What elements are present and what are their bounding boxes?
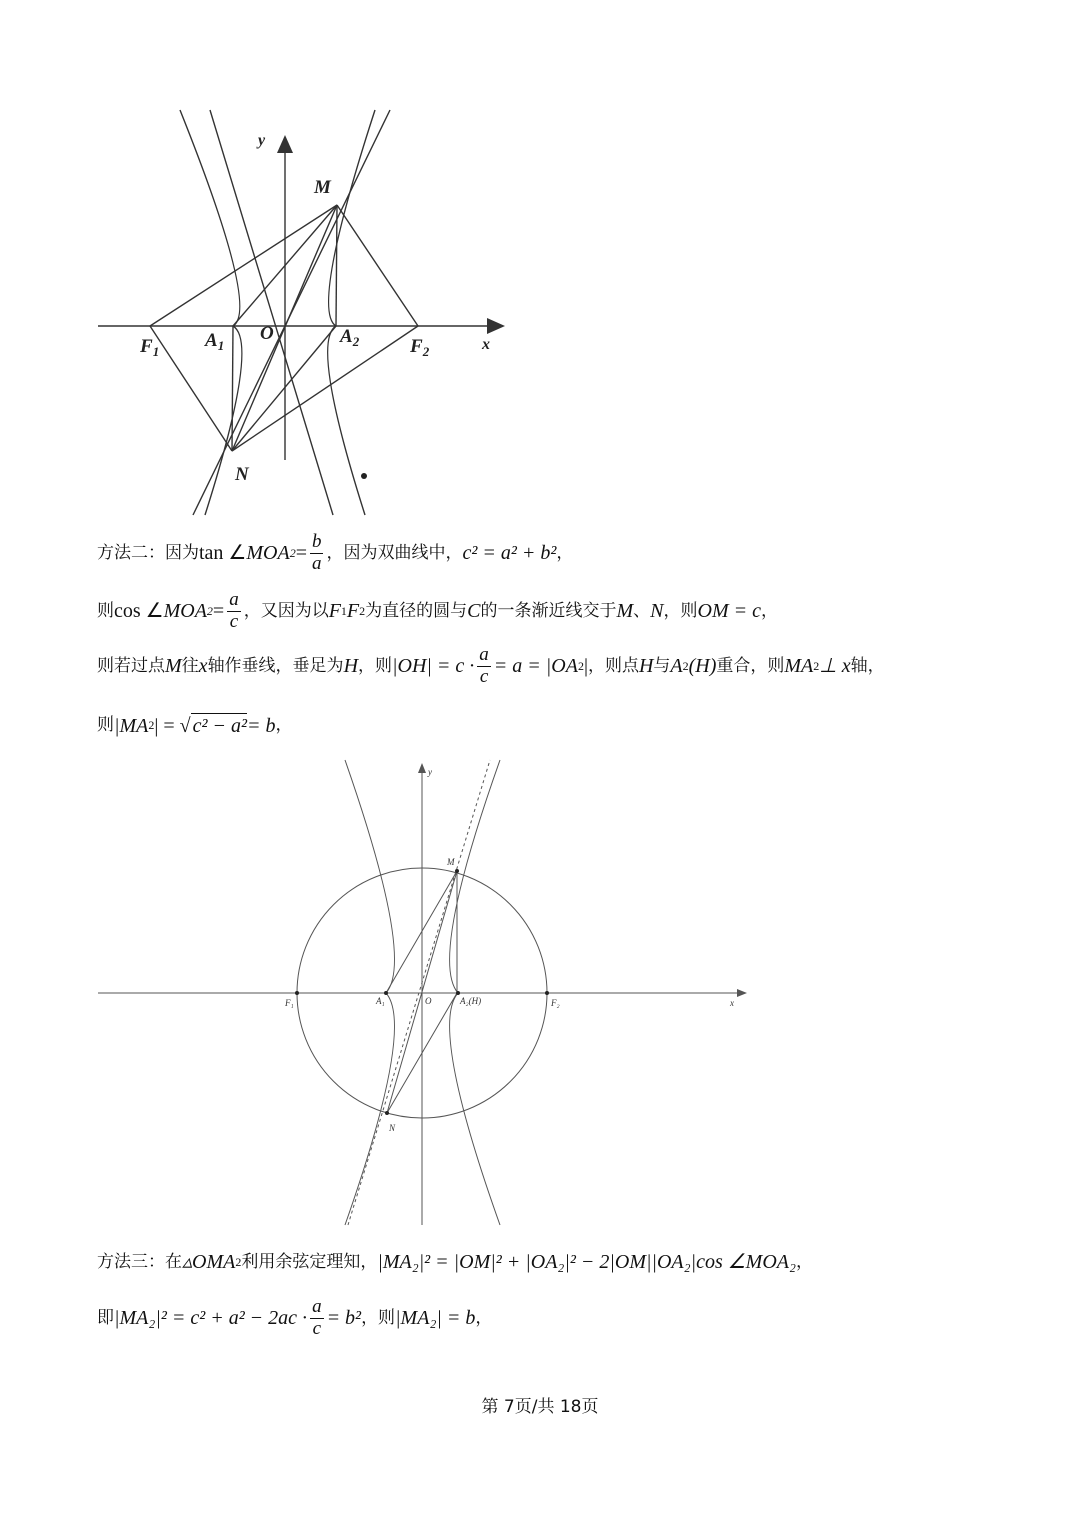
label-F2: F₂ — [551, 998, 560, 1008]
label-x: x — [730, 998, 734, 1008]
hyperbola-left-branch — [180, 110, 242, 515]
figure-hyperbola-circle — [95, 755, 755, 1230]
fraction-a-over-c: $\frac{a}{c}$ — [229, 589, 239, 632]
fraction-b-over-a: $\frac{b}{a}$ — [311, 531, 322, 574]
method2-line3: 则若过点 M 往 x 轴作垂线，垂足为 H ，则 |OH| = c · $\frac{a}{c}$ = a = |OA 2 | ，则点 H 与 A 2 (H) 重合，则 MA 2 ⊥ x 轴， — [97, 644, 885, 687]
fraction-a-over-c-3: $\frac{a}{c}$ — [312, 1296, 322, 1339]
method2-line2: 则 cos ∠ MOA 2 = $\frac{a}{c}$ ，又因为以 F 1 F 2 为直径的圆与 C 的一条渐近线交于 M 、 N ，则 OM = c ， — [97, 589, 778, 632]
label-A2: $A_2$ — [340, 326, 360, 349]
label-x: x — [482, 336, 490, 353]
method3-line1: 方法三：在 ▵OMA 2 利用余弦定理知， |MA₂|² = |OM|² + |OA₂|² − 2|OM||OA₂|cos ∠MOA₂ ， — [97, 1251, 813, 1273]
method3-line2: 即 |MA₂|² = c² + a² − 2ac · $\frac{a}{c}$ = b² ，则 |MA₂| = b ， — [97, 1296, 493, 1339]
label-M: M — [447, 857, 455, 867]
label-y: y — [258, 132, 266, 149]
method2-line4: 则 |MA 2 | = √ c² − a² = b ， — [97, 714, 293, 737]
asymptote-2 — [210, 110, 333, 515]
hyperbola-right-branch — [328, 110, 375, 515]
y-axis-arrow — [418, 763, 426, 773]
method2-line1: 方法二：因为 tan ∠ MOA 2 = $\frac{b}{a}$ ，因为双曲线中， c² = a² + b² ， — [97, 531, 574, 574]
label-F1: F₁ — [285, 998, 294, 1008]
page-footer: 第 7页/共 18页 — [481, 1397, 599, 1417]
x-axis-arrow — [737, 989, 747, 997]
label-A1: A₁ — [376, 996, 385, 1006]
label-N: N — [235, 464, 249, 485]
label-F1: $F_1$ — [140, 336, 160, 359]
label-O: O — [260, 323, 274, 344]
label-F2: $F_2$ — [410, 336, 430, 359]
label-y: y — [428, 767, 432, 777]
fraction-a-over-c-2: $\frac{a}{c}$ — [479, 644, 489, 687]
label-M: M — [314, 177, 331, 198]
figure-hyperbola-1 — [95, 105, 515, 520]
label-A1: $A_1$ — [205, 330, 225, 353]
y-axis-arrow — [277, 135, 293, 153]
label-O: O — [425, 996, 432, 1006]
x-axis-arrow — [487, 318, 505, 334]
label-A2H: A₂(H) — [460, 996, 482, 1006]
label-N: N — [389, 1123, 396, 1133]
